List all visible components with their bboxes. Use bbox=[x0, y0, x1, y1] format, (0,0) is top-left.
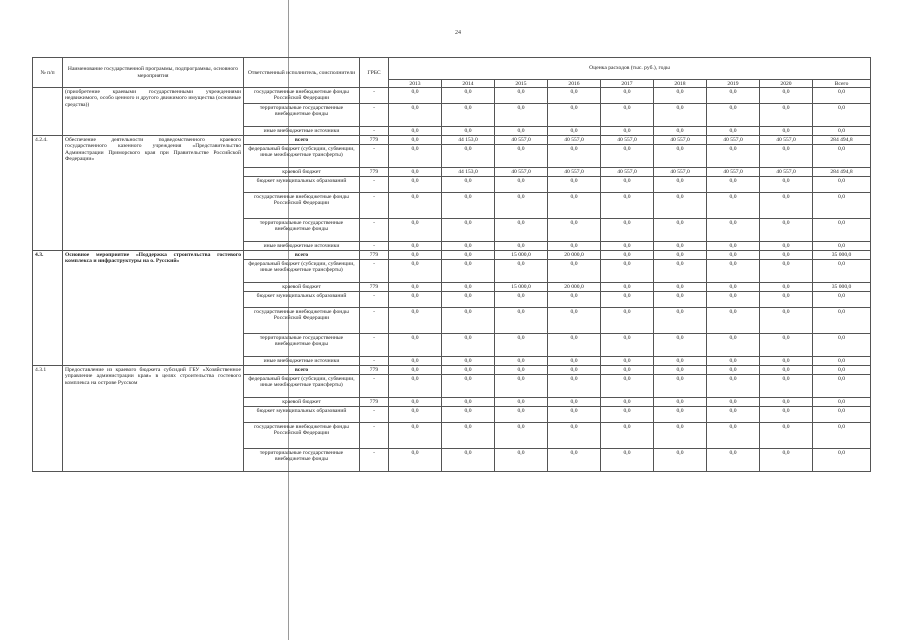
header-year: 2014 bbox=[442, 80, 495, 88]
total-value-cell: 35 000,0 bbox=[813, 283, 871, 292]
executor-cell: территориальные государственные внебюджетные фонды bbox=[244, 104, 360, 127]
year-value-cell: 0,0 bbox=[548, 398, 601, 407]
year-value-cell: 0,0 bbox=[707, 292, 760, 308]
year-value-cell: 0,0 bbox=[389, 260, 442, 283]
year-value-cell: 0,0 bbox=[442, 260, 495, 283]
total-value-cell: 0,0 bbox=[813, 193, 871, 219]
year-value-cell: 0,0 bbox=[760, 449, 813, 472]
grbs-cell: 779 bbox=[360, 136, 389, 145]
year-value-cell: 0,0 bbox=[707, 177, 760, 193]
year-value-cell: 0,0 bbox=[442, 88, 495, 104]
header-grbs: ГРБС bbox=[360, 58, 389, 88]
year-value-cell: 0,0 bbox=[707, 407, 760, 423]
year-value-cell: 0,0 bbox=[442, 357, 495, 366]
year-value-cell: 0,0 bbox=[442, 127, 495, 136]
year-value-cell: 0,0 bbox=[760, 375, 813, 398]
year-value-cell: 40 557,0 bbox=[548, 168, 601, 177]
total-value-cell: 0,0 bbox=[813, 308, 871, 334]
year-value-cell: 0,0 bbox=[601, 283, 654, 292]
year-value-cell: 0,0 bbox=[389, 366, 442, 375]
grbs-cell: - bbox=[360, 449, 389, 472]
year-value-cell: 0,0 bbox=[548, 145, 601, 168]
year-value-cell: 0,0 bbox=[707, 219, 760, 242]
year-value-cell: 20 000,0 bbox=[548, 283, 601, 292]
year-value-cell: 0,0 bbox=[389, 88, 442, 104]
executor-cell: территориальные государственные внебюджетные фонды bbox=[244, 334, 360, 357]
header-year: 2020 bbox=[760, 80, 813, 88]
year-value-cell: 0,0 bbox=[707, 242, 760, 251]
year-value-cell: 0,0 bbox=[707, 308, 760, 334]
year-value-cell: 0,0 bbox=[389, 193, 442, 219]
header-year: 2015 bbox=[495, 80, 548, 88]
year-value-cell: 0,0 bbox=[601, 449, 654, 472]
year-value-cell: 0,0 bbox=[389, 242, 442, 251]
year-value-cell: 15 000,0 bbox=[495, 251, 548, 260]
year-value-cell: 0,0 bbox=[654, 104, 707, 127]
year-value-cell: 0,0 bbox=[495, 449, 548, 472]
year-value-cell: 0,0 bbox=[760, 88, 813, 104]
grbs-cell: - bbox=[360, 177, 389, 193]
year-value-cell: 0,0 bbox=[654, 177, 707, 193]
table-row bbox=[33, 88, 871, 104]
year-value-cell: 0,0 bbox=[760, 127, 813, 136]
total-value-cell: 0,0 bbox=[813, 145, 871, 168]
executor-cell: бюджет муниципальных образований bbox=[244, 407, 360, 423]
year-value-cell: 0,0 bbox=[442, 449, 495, 472]
year-value-cell: 40 557,0 bbox=[548, 136, 601, 145]
year-value-cell: 0,0 bbox=[760, 292, 813, 308]
year-value-cell: 0,0 bbox=[654, 366, 707, 375]
year-value-cell: 0,0 bbox=[654, 357, 707, 366]
total-value-cell: 0,0 bbox=[813, 292, 871, 308]
section-name: Основное мероприятие «Поддержка строительства гостевого комплекса и инфраструктуры на о. Русский» bbox=[63, 251, 244, 366]
year-value-cell: 0,0 bbox=[707, 449, 760, 472]
year-value-cell: 0,0 bbox=[389, 104, 442, 127]
total-value-cell: 0,0 bbox=[813, 375, 871, 398]
total-value-cell: 0,0 bbox=[813, 104, 871, 127]
header-year: 2013 bbox=[389, 80, 442, 88]
executor-cell: всего bbox=[244, 366, 360, 375]
year-value-cell: 0,0 bbox=[442, 334, 495, 357]
total-value-cell: 0,0 bbox=[813, 88, 871, 104]
year-value-cell: 0,0 bbox=[442, 366, 495, 375]
year-value-cell: 0,0 bbox=[654, 219, 707, 242]
executor-cell: государственные внебюджетные фонды Российской Федерации bbox=[244, 88, 360, 104]
year-value-cell: 0,0 bbox=[389, 308, 442, 334]
year-value-cell: 0,0 bbox=[495, 398, 548, 407]
year-value-cell: 0,0 bbox=[389, 398, 442, 407]
header-estimate: Оценка расходов (тыс. руб.), годы bbox=[389, 58, 871, 80]
year-value-cell: 40 557,0 bbox=[601, 168, 654, 177]
year-value-cell: 0,0 bbox=[548, 292, 601, 308]
year-value-cell: 0,0 bbox=[442, 375, 495, 398]
year-value-cell: 0,0 bbox=[389, 292, 442, 308]
year-value-cell: 0,0 bbox=[389, 283, 442, 292]
year-value-cell: 0,0 bbox=[654, 260, 707, 283]
year-value-cell: 0,0 bbox=[548, 375, 601, 398]
year-value-cell: 0,0 bbox=[760, 219, 813, 242]
year-value-cell: 0,0 bbox=[760, 145, 813, 168]
year-value-cell: 0,0 bbox=[760, 423, 813, 449]
year-value-cell: 0,0 bbox=[707, 104, 760, 127]
section-number: 4.3.1 bbox=[33, 366, 63, 472]
year-value-cell: 0,0 bbox=[760, 193, 813, 219]
year-value-cell: 0,0 bbox=[389, 407, 442, 423]
executor-cell: бюджет муниципальных образований bbox=[244, 292, 360, 308]
year-value-cell: 0,0 bbox=[654, 251, 707, 260]
executor-cell: территориальные государственные внебюджетные фонды bbox=[244, 219, 360, 242]
year-value-cell: 0,0 bbox=[601, 145, 654, 168]
header-year: Всего bbox=[813, 80, 871, 88]
year-value-cell: 0,0 bbox=[495, 292, 548, 308]
year-value-cell: 0,0 bbox=[654, 308, 707, 334]
executor-cell: иные внебюджетные источники bbox=[244, 357, 360, 366]
year-value-cell: 0,0 bbox=[601, 308, 654, 334]
year-value-cell: 0,0 bbox=[389, 357, 442, 366]
year-value-cell: 0,0 bbox=[548, 260, 601, 283]
executor-cell: государственные внебюджетные фонды Российской Федерации bbox=[244, 193, 360, 219]
year-value-cell: 0,0 bbox=[389, 177, 442, 193]
grbs-cell: - bbox=[360, 193, 389, 219]
executor-cell: всего bbox=[244, 251, 360, 260]
grbs-cell: 779 bbox=[360, 283, 389, 292]
total-value-cell: 0,0 bbox=[813, 260, 871, 283]
year-value-cell: 0,0 bbox=[707, 334, 760, 357]
year-value-cell: 0,0 bbox=[442, 398, 495, 407]
year-value-cell: 0,0 bbox=[548, 104, 601, 127]
header-num: № п/п bbox=[33, 58, 63, 88]
executor-cell: краевой бюджет bbox=[244, 168, 360, 177]
total-value-cell: 0,0 bbox=[813, 242, 871, 251]
year-value-cell: 0,0 bbox=[654, 423, 707, 449]
executor-cell: иные внебюджетные источники bbox=[244, 127, 360, 136]
year-value-cell: 20 000,0 bbox=[548, 251, 601, 260]
year-value-cell: 0,0 bbox=[442, 251, 495, 260]
year-value-cell: 0,0 bbox=[389, 423, 442, 449]
year-value-cell: 0,0 bbox=[760, 283, 813, 292]
year-value-cell: 0,0 bbox=[760, 177, 813, 193]
budget-table bbox=[32, 57, 871, 472]
year-value-cell: 0,0 bbox=[760, 104, 813, 127]
year-value-cell: 0,0 bbox=[707, 193, 760, 219]
year-value-cell: 0,0 bbox=[654, 145, 707, 168]
year-value-cell: 44 153,0 bbox=[442, 168, 495, 177]
total-value-cell: 284 494,8 bbox=[813, 136, 871, 145]
year-value-cell: 0,0 bbox=[548, 88, 601, 104]
grbs-cell: - bbox=[360, 308, 389, 334]
grbs-cell: 779 bbox=[360, 366, 389, 375]
year-value-cell: 0,0 bbox=[760, 308, 813, 334]
total-value-cell: 284 494,8 bbox=[813, 168, 871, 177]
year-value-cell: 0,0 bbox=[442, 242, 495, 251]
year-value-cell: 0,0 bbox=[548, 449, 601, 472]
year-value-cell: 0,0 bbox=[760, 357, 813, 366]
year-value-cell: 0,0 bbox=[495, 88, 548, 104]
year-value-cell: 0,0 bbox=[389, 168, 442, 177]
grbs-cell: - bbox=[360, 334, 389, 357]
executor-cell: федеральный бюджет (субсидии, субвенции, иные межбюджетные трансферты) bbox=[244, 375, 360, 398]
table-row bbox=[33, 251, 871, 260]
total-value-cell: 0,0 bbox=[813, 366, 871, 375]
year-value-cell: 0,0 bbox=[601, 127, 654, 136]
year-value-cell: 40 557,0 bbox=[654, 168, 707, 177]
year-value-cell: 0,0 bbox=[707, 283, 760, 292]
year-value-cell: 0,0 bbox=[760, 334, 813, 357]
total-value-cell: 0,0 bbox=[813, 334, 871, 357]
year-value-cell: 0,0 bbox=[654, 334, 707, 357]
year-value-cell: 0,0 bbox=[442, 219, 495, 242]
header-year: 2019 bbox=[707, 80, 760, 88]
grbs-cell: - bbox=[360, 145, 389, 168]
year-value-cell: 40 557,0 bbox=[654, 136, 707, 145]
year-value-cell: 0,0 bbox=[495, 334, 548, 357]
table-row bbox=[33, 366, 871, 375]
year-value-cell: 0,0 bbox=[601, 398, 654, 407]
year-value-cell: 0,0 bbox=[442, 407, 495, 423]
grbs-cell: - bbox=[360, 407, 389, 423]
year-value-cell: 0,0 bbox=[707, 88, 760, 104]
grbs-cell: - bbox=[360, 375, 389, 398]
year-value-cell: 0,0 bbox=[601, 366, 654, 375]
year-value-cell: 0,0 bbox=[601, 334, 654, 357]
year-value-cell: 0,0 bbox=[442, 104, 495, 127]
year-value-cell: 0,0 bbox=[495, 177, 548, 193]
year-value-cell: 0,0 bbox=[548, 334, 601, 357]
year-value-cell: 0,0 bbox=[760, 260, 813, 283]
table-header bbox=[33, 58, 871, 88]
year-value-cell: 0,0 bbox=[495, 104, 548, 127]
year-value-cell: 0,0 bbox=[707, 260, 760, 283]
year-value-cell: 0,0 bbox=[601, 260, 654, 283]
section-name: Обеспечение деятельности подведомственного краевого государственного казенного учреждения «Представительство Администрации Приморского края при Правительстве Российской Федерации» bbox=[63, 136, 244, 251]
year-value-cell: 0,0 bbox=[654, 88, 707, 104]
year-value-cell: 0,0 bbox=[654, 283, 707, 292]
year-value-cell: 0,0 bbox=[707, 127, 760, 136]
year-value-cell: 40 557,0 bbox=[495, 168, 548, 177]
total-value-cell: 35 000,0 bbox=[813, 251, 871, 260]
year-value-cell: 0,0 bbox=[654, 375, 707, 398]
executor-cell: бюджет муниципальных образований bbox=[244, 177, 360, 193]
year-value-cell: 0,0 bbox=[548, 193, 601, 219]
year-value-cell: 0,0 bbox=[495, 242, 548, 251]
grbs-cell: 779 bbox=[360, 398, 389, 407]
year-value-cell: 0,0 bbox=[654, 242, 707, 251]
year-value-cell: 0,0 bbox=[389, 375, 442, 398]
year-value-cell: 0,0 bbox=[495, 423, 548, 449]
year-value-cell: 0,0 bbox=[495, 357, 548, 366]
year-value-cell: 0,0 bbox=[601, 104, 654, 127]
year-value-cell: 0,0 bbox=[442, 292, 495, 308]
year-value-cell: 0,0 bbox=[548, 423, 601, 449]
year-value-cell: 0,0 bbox=[601, 375, 654, 398]
year-value-cell: 40 557,0 bbox=[707, 136, 760, 145]
executor-cell: территориальные государственные внебюджетные фонды bbox=[244, 449, 360, 472]
year-value-cell: 15 000,0 bbox=[495, 283, 548, 292]
year-value-cell: 0,0 bbox=[389, 334, 442, 357]
year-value-cell: 0,0 bbox=[495, 366, 548, 375]
year-value-cell: 0,0 bbox=[495, 407, 548, 423]
section-name: (приобретение краевыми государственными учреждениями недвижимого, особо ценного и другого движимого имущества (основные средства)) bbox=[63, 88, 244, 136]
year-value-cell: 0,0 bbox=[389, 136, 442, 145]
year-value-cell: 0,0 bbox=[389, 219, 442, 242]
year-value-cell: 0,0 bbox=[601, 242, 654, 251]
year-value-cell: 0,0 bbox=[707, 375, 760, 398]
year-value-cell: 0,0 bbox=[442, 423, 495, 449]
total-value-cell: 0,0 bbox=[813, 449, 871, 472]
executor-cell: государственные внебюджетные фонды Российской Федерации bbox=[244, 423, 360, 449]
year-value-cell: 0,0 bbox=[548, 366, 601, 375]
year-value-cell: 0,0 bbox=[760, 242, 813, 251]
total-value-cell: 0,0 bbox=[813, 398, 871, 407]
year-value-cell: 0,0 bbox=[707, 251, 760, 260]
grbs-cell: - bbox=[360, 292, 389, 308]
section-name: Предоставление из краевого бюджета субсидий ГБУ «Хозяйственное управление администрации края» в целях строительства гостевого комплекса на острове Русском bbox=[63, 366, 244, 472]
grbs-cell: - bbox=[360, 242, 389, 251]
grbs-cell: - bbox=[360, 104, 389, 127]
year-value-cell: 0,0 bbox=[707, 398, 760, 407]
year-value-cell: 0,0 bbox=[548, 177, 601, 193]
year-value-cell: 40 557,0 bbox=[760, 168, 813, 177]
header-year: 2018 bbox=[654, 80, 707, 88]
year-value-cell: 0,0 bbox=[495, 127, 548, 136]
year-value-cell: 0,0 bbox=[389, 449, 442, 472]
grbs-cell: 779 bbox=[360, 168, 389, 177]
section-number bbox=[33, 88, 63, 136]
year-value-cell: 0,0 bbox=[548, 127, 601, 136]
executor-cell: иные внебюджетные источники bbox=[244, 242, 360, 251]
year-value-cell: 0,0 bbox=[548, 308, 601, 334]
executor-cell: федеральный бюджет (субсидии, субвенции, иные межбюджетные трансферты) bbox=[244, 260, 360, 283]
year-value-cell: 0,0 bbox=[389, 251, 442, 260]
year-value-cell: 0,0 bbox=[760, 407, 813, 423]
year-value-cell: 0,0 bbox=[548, 219, 601, 242]
year-value-cell: 0,0 bbox=[601, 88, 654, 104]
year-value-cell: 0,0 bbox=[601, 407, 654, 423]
grbs-cell: - bbox=[360, 423, 389, 449]
section-number: 4.2.4. bbox=[33, 136, 63, 251]
year-value-cell: 0,0 bbox=[389, 127, 442, 136]
total-value-cell: 0,0 bbox=[813, 423, 871, 449]
year-value-cell: 0,0 bbox=[601, 423, 654, 449]
total-value-cell: 0,0 bbox=[813, 357, 871, 366]
year-value-cell: 40 557,0 bbox=[601, 136, 654, 145]
year-value-cell: 0,0 bbox=[389, 145, 442, 168]
total-value-cell: 0,0 bbox=[813, 219, 871, 242]
header-year: 2017 bbox=[601, 80, 654, 88]
year-value-cell: 0,0 bbox=[442, 177, 495, 193]
year-value-cell: 40 557,0 bbox=[760, 136, 813, 145]
executor-cell: государственные внебюджетные фонды Российской Федерации bbox=[244, 308, 360, 334]
year-value-cell: 0,0 bbox=[548, 242, 601, 251]
year-value-cell: 0,0 bbox=[707, 357, 760, 366]
year-value-cell: 0,0 bbox=[442, 283, 495, 292]
year-value-cell: 0,0 bbox=[654, 193, 707, 219]
executor-cell: всего bbox=[244, 136, 360, 145]
year-value-cell: 0,0 bbox=[601, 251, 654, 260]
executor-cell: краевой бюджет bbox=[244, 398, 360, 407]
table-body bbox=[33, 88, 871, 472]
table-row bbox=[33, 136, 871, 145]
year-value-cell: 0,0 bbox=[654, 449, 707, 472]
page-number: 24 bbox=[455, 30, 461, 36]
total-value-cell: 0,0 bbox=[813, 177, 871, 193]
header-executor: Ответственный исполнитель, соисполнители bbox=[244, 58, 360, 88]
total-value-cell: 0,0 bbox=[813, 407, 871, 423]
year-value-cell: 40 557,0 bbox=[495, 136, 548, 145]
year-value-cell: 0,0 bbox=[442, 308, 495, 334]
year-value-cell: 0,0 bbox=[707, 423, 760, 449]
year-value-cell: 0,0 bbox=[654, 127, 707, 136]
year-value-cell: 0,0 bbox=[654, 407, 707, 423]
year-value-cell: 0,0 bbox=[601, 292, 654, 308]
year-value-cell: 0,0 bbox=[442, 145, 495, 168]
grbs-cell: - bbox=[360, 260, 389, 283]
year-value-cell: 0,0 bbox=[495, 219, 548, 242]
grbs-cell: - bbox=[360, 127, 389, 136]
year-value-cell: 0,0 bbox=[442, 193, 495, 219]
year-value-cell: 0,0 bbox=[601, 177, 654, 193]
year-value-cell: 0,0 bbox=[495, 375, 548, 398]
year-value-cell: 0,0 bbox=[548, 407, 601, 423]
year-value-cell: 0,0 bbox=[760, 366, 813, 375]
year-value-cell: 0,0 bbox=[495, 193, 548, 219]
year-value-cell: 0,0 bbox=[707, 145, 760, 168]
year-value-cell: 0,0 bbox=[654, 292, 707, 308]
header-year: 2016 bbox=[548, 80, 601, 88]
year-value-cell: 0,0 bbox=[601, 193, 654, 219]
year-value-cell: 0,0 bbox=[548, 357, 601, 366]
total-value-cell: 0,0 bbox=[813, 127, 871, 136]
year-value-cell: 0,0 bbox=[495, 308, 548, 334]
year-value-cell: 0,0 bbox=[654, 398, 707, 407]
header-name: Наименование государственной программы, подпрограммы, основного мероприятия bbox=[63, 58, 244, 88]
grbs-cell: - bbox=[360, 88, 389, 104]
year-value-cell: 40 557,0 bbox=[707, 168, 760, 177]
year-value-cell: 0,0 bbox=[601, 219, 654, 242]
grbs-cell: - bbox=[360, 357, 389, 366]
year-value-cell: 0,0 bbox=[760, 398, 813, 407]
executor-cell: федеральный бюджет (субсидии, субвенции, иные межбюджетные трансферты) bbox=[244, 145, 360, 168]
grbs-cell: - bbox=[360, 219, 389, 242]
year-value-cell: 0,0 bbox=[495, 145, 548, 168]
executor-cell: краевой бюджет bbox=[244, 283, 360, 292]
year-value-cell: 0,0 bbox=[495, 260, 548, 283]
year-value-cell: 0,0 bbox=[601, 357, 654, 366]
year-value-cell: 0,0 bbox=[760, 251, 813, 260]
grbs-cell: 779 bbox=[360, 251, 389, 260]
section-number: 4.3. bbox=[33, 251, 63, 366]
year-value-cell: 0,0 bbox=[707, 366, 760, 375]
year-value-cell: 44 153,0 bbox=[442, 136, 495, 145]
